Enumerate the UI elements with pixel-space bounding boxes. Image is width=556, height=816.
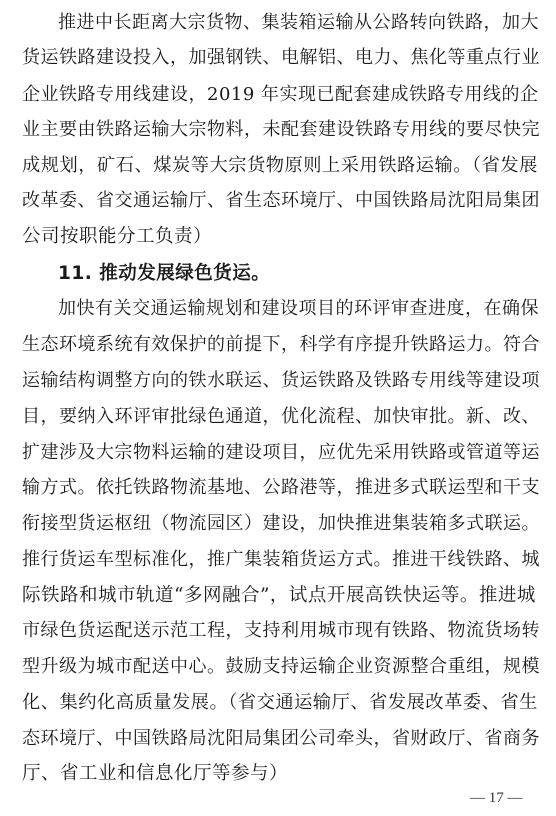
paragraph-line: 业主要由铁路运输大宗物料，未配套建设铁路专用线的要尽快完 [22, 119, 540, 140]
paragraph-line: 运输结构调整方向的铁水联运、货运铁路及铁路专用线等建设项 [22, 370, 540, 391]
paragraph-line: 成规划，矿石、煤炭等大宗货物原则上采用铁路运输。（省发展 [22, 155, 538, 176]
paragraph-line: 改革委、省交通运输厅、省生态环境厅、中国铁路局沈阳局集团 [22, 190, 540, 211]
paragraph-line: 态环境厅、中国铁路局沈阳局集团公司牵头，省财政厅、省商务 [22, 728, 540, 749]
paragraph-line: 扩建涉及大宗物料运输的建设项目，应优先采用铁路或管道等运 [22, 442, 540, 463]
paragraph-line: 推进中长距离大宗货物、集装箱运输从公路转向铁路，加大 [58, 12, 539, 33]
paragraph-line: 公司按职能分工负责） [22, 226, 213, 247]
paragraph-line: 推行货运车型标准化，推广集装箱货运方式。推进干线铁路、城 [22, 549, 540, 570]
paragraph-line: 货运铁路建设投入，加强钢铁、电解铝、电力、焦化等重点行业 [22, 47, 540, 68]
paragraph-line: 输方式。依托铁路物流基地、公路港等，推进多式联运型和干支 [22, 477, 540, 498]
paragraph-line: 厅、省工业和信息化厅等参与） [22, 763, 289, 784]
page-number: — 17 — [470, 790, 523, 806]
paragraph-line: 加快有关交通运输规划和建设项目的环评审查进度，在确保 [58, 298, 539, 319]
paragraph-line: 化、集约化高质量发展。（省交通运输厅、省发展改革委、省生 [22, 692, 538, 713]
paragraph-line: 目，要纳入环评审批绿色通道，优化流程、加快审批。新、改、 [22, 406, 540, 427]
paragraph-line: 际铁路和城市轨道“多网融合”，试点开展高铁快运等。推进城 [22, 585, 536, 606]
paragraph-line: 型升级为城市配送中心。鼓励支持运输企业资源整合重组，规模 [22, 656, 540, 677]
paragraph-line: 衔接型货运枢纽（物流园区）建设，加快推进集装箱多式联运。 [22, 513, 540, 534]
paragraph-line: 生态环境系统有效保护的前提下，科学有序提升铁路运力。符合 [22, 334, 540, 355]
paragraph-line: 市绿色货运配送示范工程，支持利用城市现有铁路、物流货场转 [22, 620, 540, 641]
section-heading: 11. 推动发展绿色货运。 [58, 263, 271, 284]
paragraph-line: 企业铁路专用线建设，2019 年实现已配套建成铁路专用线的企 [22, 84, 539, 105]
